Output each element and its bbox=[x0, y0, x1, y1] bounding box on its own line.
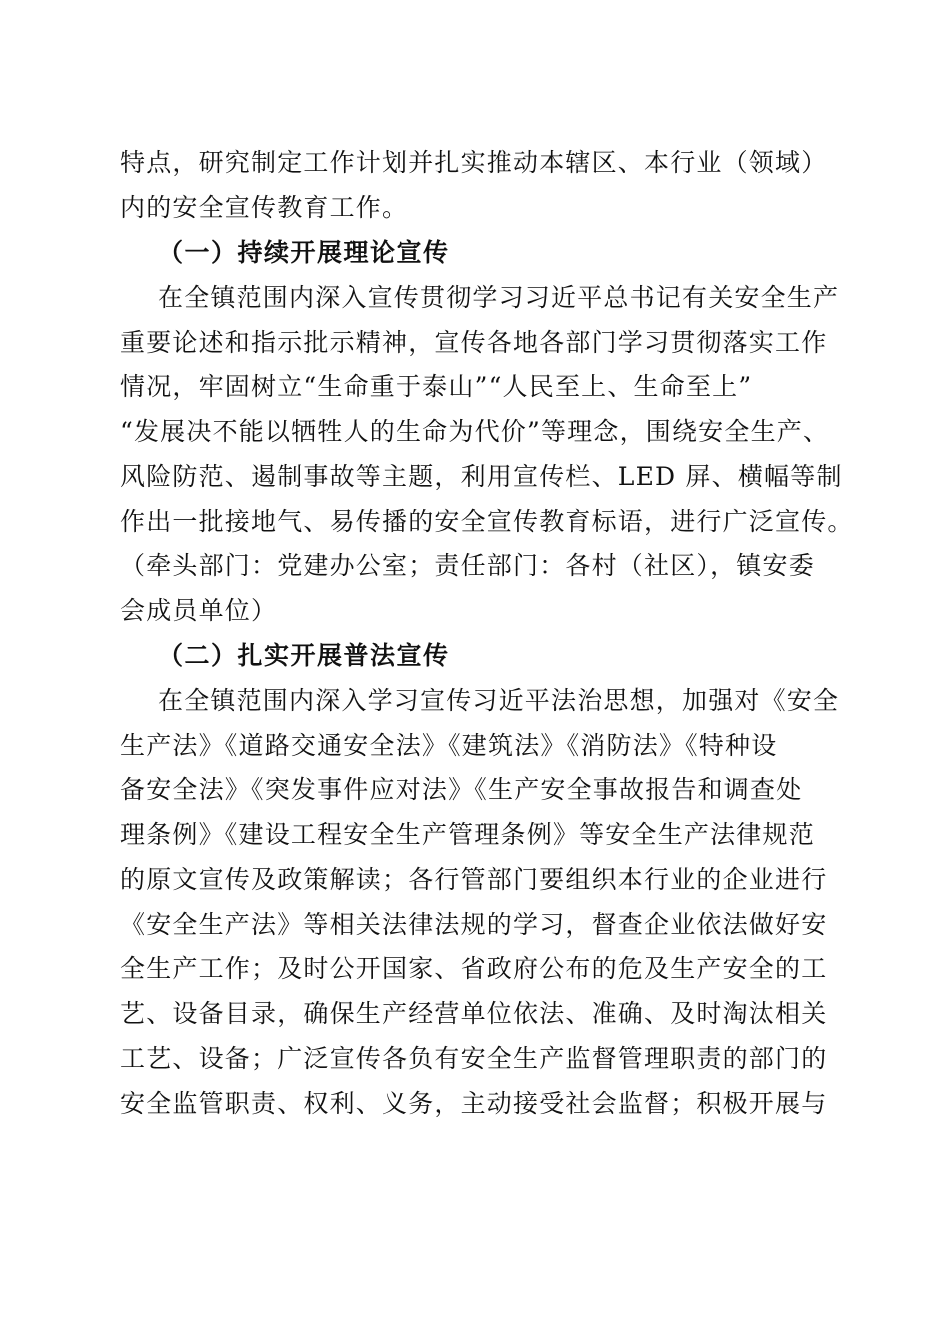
text-line: 《安全生产法》等相关法律法规的学习，督查企业依法做好安 bbox=[120, 910, 828, 939]
text-line: 备安全法》《突发事件应对法》《生产安全事故报告和调查处 bbox=[120, 775, 803, 804]
text-line: 生产法》《道路交通安全法》《建筑法》《消防法》《特种设 bbox=[120, 731, 778, 760]
text-line: 的原文宣传及政策解读；各行管部门要组织本行业的企业进行 bbox=[120, 865, 828, 894]
text-line: 风险防范、遏制事故等主题，利用宣传栏、LED 屏、横幅等制 bbox=[120, 462, 843, 491]
text-line: 重要论述和指示批示精神，宣传各地各部门学习贯彻落实工作 bbox=[120, 328, 828, 357]
text-line: 在全镇范围内深入宣传贯彻学习习近平总书记有关安全生产 bbox=[158, 283, 840, 312]
section-heading-1: （一）持续开展理论宣传 bbox=[158, 238, 450, 267]
text-line: （牵头部门：党建办公室；责任部门：各村（社区），镇安委 bbox=[120, 551, 815, 580]
text-line: 理条例》《建设工程安全生产管理条例》等安全生产法律规范 bbox=[120, 820, 815, 849]
text-line: 会成员单位） bbox=[120, 596, 278, 625]
text-line: 特点，研究制定工作计划并扎实推动本辖区、本行业（领域） bbox=[120, 148, 828, 177]
text-line: 全生产工作；及时公开国家、省政府公布的危及生产安全的工 bbox=[120, 954, 828, 983]
text-line: 内的安全宣传教育工作。 bbox=[120, 193, 409, 222]
text-line: 工艺、设备；广泛宣传各负有安全生产监督管理职责的部门的 bbox=[120, 1044, 828, 1073]
text-line: 艺、设备目录，确保生产经营单位依法、准确、及时淘汰相关 bbox=[120, 999, 828, 1028]
text-line: 安全监管职责、权利、义务，主动接受社会监督；积极开展与 bbox=[120, 1089, 828, 1118]
text-line: 情况，牢固树立“生命重于泰山”“人民至上、生命至上” bbox=[120, 372, 753, 401]
text-line: “发展决不能以牺牲人的生命为代价”等理念，围绕安全生产、 bbox=[120, 417, 830, 446]
text-line: 作出一批接地气、易传播的安全宣传教育标语，进行广泛宣传。 bbox=[120, 507, 854, 536]
section-heading-2: （二）扎实开展普法宣传 bbox=[158, 641, 450, 670]
text-line: 在全镇范围内深入学习宣传习近平法治思想，加强对《安全 bbox=[158, 686, 840, 715]
